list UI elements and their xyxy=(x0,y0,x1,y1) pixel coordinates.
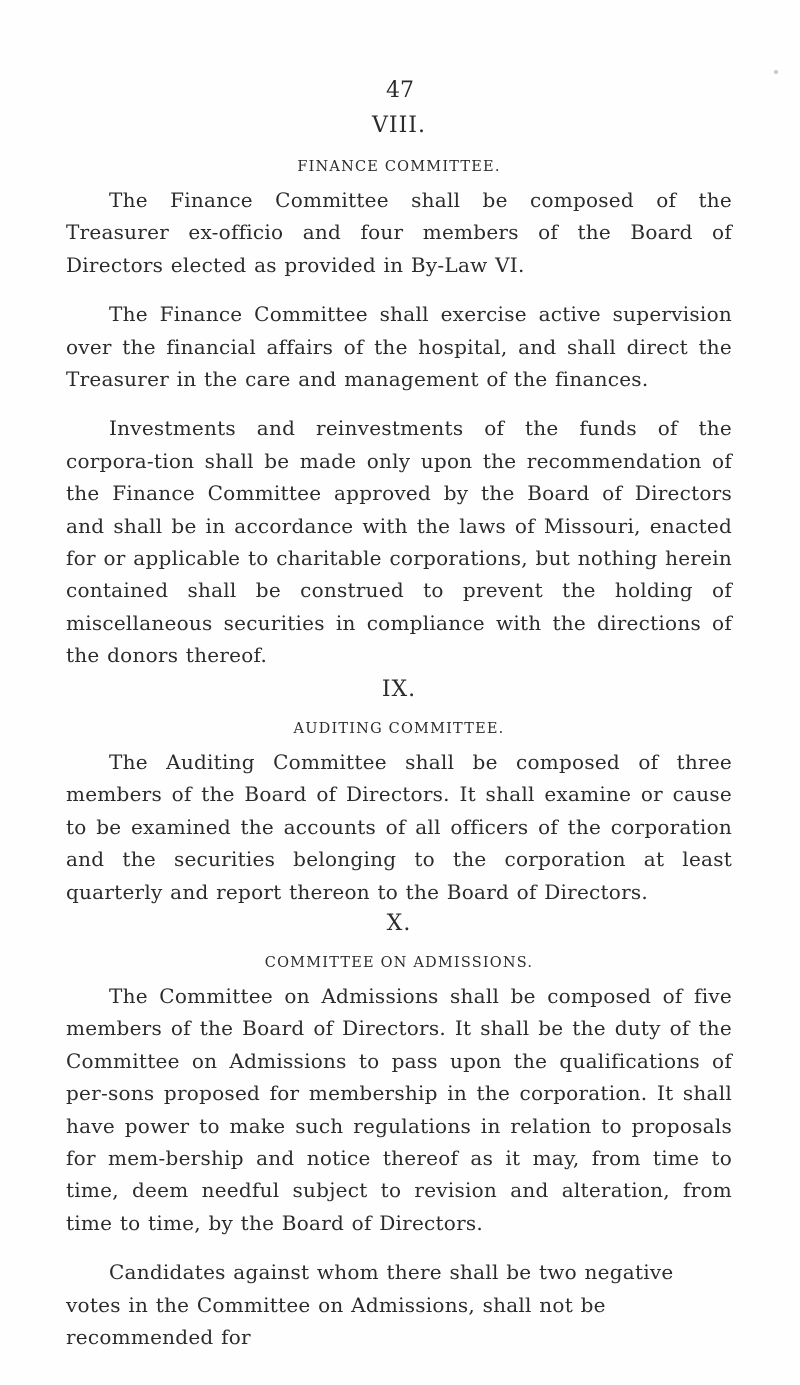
section-committee-on-admissions xyxy=(66,906,732,1353)
section-heading: COMMITTEE ON ADMISSIONS. xyxy=(264,955,534,971)
paragraph: The Auditing Committee shall be composed of three members of the Board of Directors. It shall examine or cause to be examined the accounts of all officers of the corporation and the securities belonging to the corporation at least quarterly and report thereon to the Board of Directors. xyxy=(66,750,732,904)
section-heading: FINANCE COMMITTEE. xyxy=(297,159,501,175)
paragraph: The Finance Committee shall be composed of the Treasurer ex-officio and four members of the Board of Directors elected as provided in By-Law VI. xyxy=(66,188,732,277)
paragraph: The Committee on Admissions shall be composed of five members of the Board of Directors. It shall be the duty of the Committee on Admissions to pass upon the qualifications of per-sons proposed for membership in the corporation. It shall have power to make such regulations in relation to proposals for mem-bership and notice thereof as it may, from time to time, deem needful subject to revision and alteration, from time to time, by the Board of Directors. xyxy=(66,984,732,1235)
section-numeral: X. xyxy=(386,911,412,936)
paragraph: Candidates against whom there shall be two negative votes in the Committee on Admissions, shall not be recommended for xyxy=(66,1260,674,1350)
page-number: 47 xyxy=(386,78,414,103)
section-numeral: VIII. xyxy=(372,113,426,138)
section-finance-committee xyxy=(66,108,732,672)
paper-speck xyxy=(774,70,778,74)
paragraph: The Finance Committee shall exercise active supervision over the financial affairs of the hospital, and shall direct the Treasurer in the care and management of the finances. xyxy=(66,302,732,392)
section-numeral: IX. xyxy=(381,677,417,702)
paragraph: Investments and reinvestments of the funds of the corpora-tion shall be made only upon the recommendation of the Finance Committee approved by the Board of Directors and shall be in accordance with the laws of Missouri, enacted for or applicable to charitable corporations, but nothing herein contained shall be construed to prevent the holding of miscellaneous securities in compliance with the directions of the donors thereof. xyxy=(66,416,732,668)
section-auditing-committee xyxy=(66,672,732,908)
section-heading: AUDITING COMMITTEE. xyxy=(293,721,505,737)
